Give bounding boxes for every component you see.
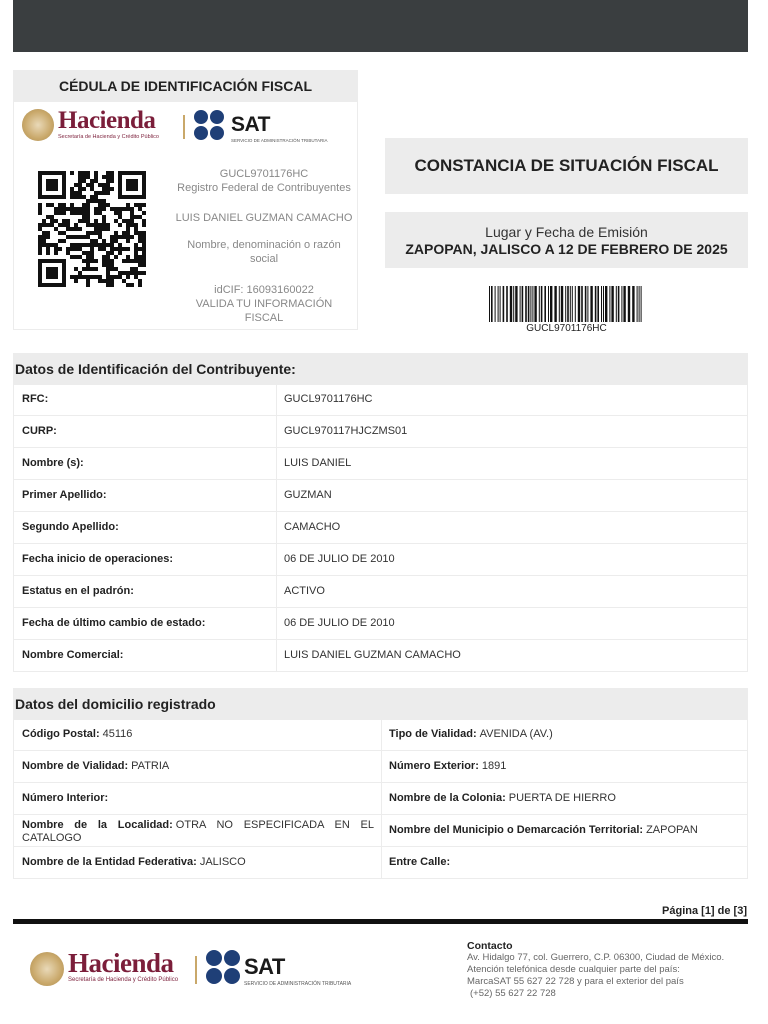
domicilio-cell xyxy=(22,783,374,814)
footer-sat-dots-icon xyxy=(206,950,242,986)
identificacion-row xyxy=(13,384,748,416)
field-value: PATRIA xyxy=(131,760,170,772)
field-label: Nombre de la Entidad Federativa: xyxy=(22,856,197,868)
field-label: Nombre Comercial: xyxy=(22,649,124,661)
emision-label: Lugar y Fecha de Emisión xyxy=(485,224,648,240)
field-label: Estatus en el padrón: xyxy=(22,585,134,597)
field-value: 06 DE JULIO DE 2010 xyxy=(284,553,395,565)
cell-divider xyxy=(276,416,277,447)
sat-logo-subtitle: SERVICIO DE ADMINISTRACIÓN TRIBUTARIA xyxy=(231,138,328,143)
emision-box xyxy=(385,212,748,268)
cedula-idcif: idCIF: 16093160022 xyxy=(214,284,314,296)
domicilio-cell xyxy=(22,751,374,782)
identificacion-row xyxy=(13,640,748,672)
field-value: GUCL970117HJCZMS01 xyxy=(284,425,408,437)
domicilio-cell xyxy=(389,815,744,846)
field-value: 06 DE JULIO DE 2010 xyxy=(284,617,395,629)
domicilio-cell xyxy=(22,847,374,878)
identificacion-row xyxy=(13,544,748,576)
constancia-title: CONSTANCIA DE SITUACIÓN FISCAL xyxy=(385,138,748,194)
cell-divider xyxy=(276,384,277,415)
field-label: Segundo Apellido: xyxy=(22,521,119,533)
field-value: GUCL9701176HC xyxy=(284,393,373,405)
identificacion-row xyxy=(13,448,748,480)
domicilio-row xyxy=(13,847,748,879)
field-value: AVENIDA (AV.) xyxy=(479,728,553,740)
field-value: OTRA NO ESPECIFICADA EN EL CATALOGO xyxy=(22,819,374,844)
sat-logo-word: SAT xyxy=(231,113,270,136)
contacto-line: Av. Hidalgo 77, col. Guerrero, C.P. 06300, Ciudad de México. xyxy=(467,952,725,963)
cell-divider xyxy=(276,640,277,671)
cell-divider xyxy=(381,815,382,846)
identificacion-row xyxy=(13,416,748,448)
field-label: Número Interior: xyxy=(22,792,109,804)
cell-divider xyxy=(276,576,277,607)
footer-logos xyxy=(30,948,370,992)
domicilio-cell xyxy=(389,719,744,750)
field-label: Número Exterior: xyxy=(389,760,479,772)
contacto-title: Contacto xyxy=(467,940,513,952)
domicilio-title: Datos del domicilio registrado xyxy=(13,688,748,720)
page-number: Página [1] de [3] xyxy=(662,905,747,917)
contacto-line: (+52) 55 627 22 728 xyxy=(470,988,556,999)
identificacion-table xyxy=(13,384,748,672)
cell-divider xyxy=(381,847,382,878)
field-value: LUIS DANIEL GUZMAN CAMACHO xyxy=(284,649,461,661)
cedula-name: LUIS DANIEL GUZMAN CAMACHO xyxy=(175,212,353,224)
logo-divider xyxy=(183,115,185,139)
qr-code-icon[interactable] xyxy=(38,171,146,287)
cell-divider xyxy=(276,544,277,575)
field-label: Primer Apellido: xyxy=(22,489,107,501)
contacto-block xyxy=(467,940,747,1000)
identificacion-title: Datos de Identificación del Contribuyente: xyxy=(13,353,748,385)
hacienda-seal-icon xyxy=(22,109,54,141)
domicilio-cell xyxy=(389,783,744,814)
footer-hacienda-word: Hacienda xyxy=(68,948,174,978)
cell-divider xyxy=(381,751,382,782)
domicilio-cell xyxy=(389,847,744,878)
field-label: Nombre de la Localidad: xyxy=(22,819,173,831)
field-label: CURP: xyxy=(22,425,57,437)
field-label: Nombre de la Colonia: xyxy=(389,792,506,804)
field-label: Código Postal: xyxy=(22,728,100,740)
top-bar xyxy=(13,0,748,52)
identificacion-row xyxy=(13,480,748,512)
sat-dots-icon xyxy=(194,110,226,142)
cedula-card xyxy=(13,70,358,330)
domicilio-table xyxy=(13,719,748,879)
hacienda-logo-subtitle: Secretaría de Hacienda y Crédito Público xyxy=(58,134,159,140)
field-label: Tipo de Vialidad: xyxy=(389,728,477,740)
cell-divider xyxy=(276,608,277,639)
emision-value: ZAPOPAN, JALISCO A 12 DE FEBRERO DE 2025 xyxy=(405,241,728,257)
domicilio-row xyxy=(13,751,748,783)
domicilio-cell xyxy=(22,719,374,750)
field-value: PUERTA DE HIERRO xyxy=(508,792,616,804)
footer-sat-word: SAT xyxy=(244,954,285,979)
contacto-line: Atención telefónica desde cualquier parte del país: xyxy=(467,964,680,975)
cedula-name-label: Nombre, denominación o razón social xyxy=(187,239,341,265)
footer-sat-subtitle: SERVICIO DE ADMINISTRACIÓN TRIBUTARIA xyxy=(244,981,352,987)
field-label: RFC: xyxy=(22,393,49,405)
domicilio-row xyxy=(13,719,748,751)
field-label: Fecha de último cambio de estado: xyxy=(22,617,206,629)
identificacion-row xyxy=(13,512,748,544)
domicilio-row xyxy=(13,783,748,815)
cedula-rfc: GUCL9701176HC xyxy=(219,168,309,180)
field-value: ACTIVO xyxy=(284,585,325,597)
cedula-title: CÉDULA DE IDENTIFICACIÓN FISCAL xyxy=(14,71,357,102)
field-label: Nombre del Municipio o Demarcación Territorial: xyxy=(389,824,644,836)
field-label: Fecha inicio de operaciones: xyxy=(22,553,173,565)
footer-hacienda-seal-icon xyxy=(30,952,64,986)
cedula-logos xyxy=(22,109,352,145)
field-label: Nombre (s): xyxy=(22,457,84,469)
field-value: LUIS DANIEL xyxy=(284,457,352,469)
field-value: 1891 xyxy=(481,760,507,772)
barcode-icon xyxy=(489,286,644,322)
barcode-text: GUCL9701176HC xyxy=(526,323,607,334)
cell-divider xyxy=(276,448,277,479)
field-value: ZAPOPAN xyxy=(646,824,698,836)
field-label: Entre Calle: xyxy=(389,856,451,868)
cedula-rfc-label: Registro Federal de Contribuyentes xyxy=(177,182,351,194)
cell-divider xyxy=(276,480,277,511)
cedula-valida: VALIDA TU INFORMACIÓN FISCAL xyxy=(195,298,333,324)
field-label: Nombre de Vialidad: xyxy=(22,760,129,772)
cell-divider xyxy=(381,719,382,750)
footer-logo-divider xyxy=(195,956,197,984)
footer-hacienda-subtitle: Secretaría de Hacienda y Crédito Público xyxy=(68,977,179,983)
field-value: GUZMAN xyxy=(284,489,332,501)
cell-divider xyxy=(381,783,382,814)
field-value: 45116 xyxy=(102,728,133,740)
contacto-line: MarcaSAT 55 627 22 728 y para el exterior del país xyxy=(467,976,684,987)
identificacion-row xyxy=(13,608,748,640)
identificacion-row xyxy=(13,576,748,608)
domicilio-cell xyxy=(389,751,744,782)
hacienda-logo-word: Hacienda xyxy=(58,107,156,134)
domicilio-cell xyxy=(22,815,374,846)
footer-divider xyxy=(13,919,748,924)
domicilio-row xyxy=(13,815,748,847)
field-value: JALISCO xyxy=(199,856,246,868)
field-value: CAMACHO xyxy=(284,521,341,533)
cell-divider xyxy=(276,512,277,543)
